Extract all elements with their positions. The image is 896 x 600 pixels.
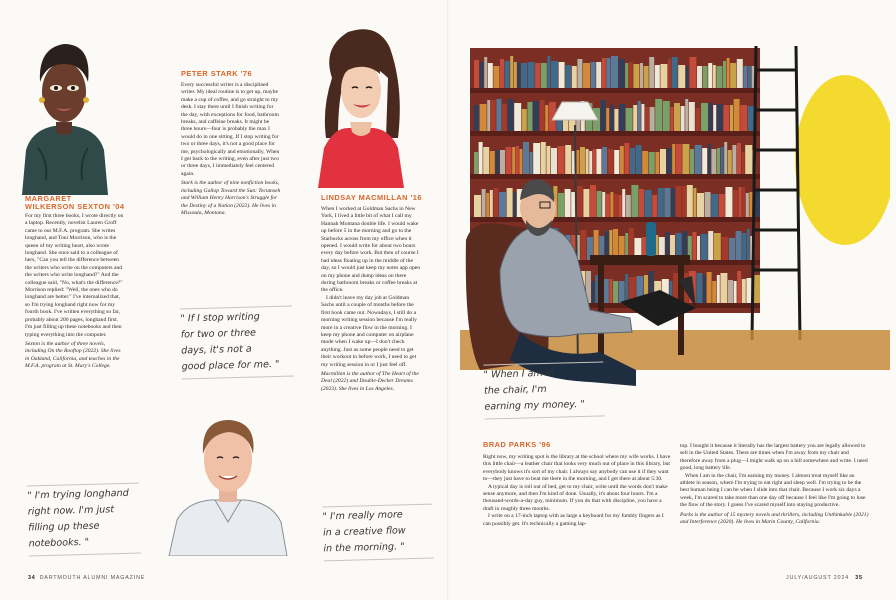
parks-body-2: A typical day is roll out of bed, get to my chair, write until the words don't make sense anymore, and then I'm kind of done. Usually, it's about four hours. I'm a thousand-words-a-day guy, minimum. If you do that with discipline, you have a draft in roughly three months. (483, 483, 668, 512)
sexton-bio: Sexton is the author of three novels, including On the Rooftop (2022). She lives in Oakland, California, and teaches in the M.F.A. program at St. Mary's College. (25, 340, 121, 370)
sexton-portrait (18, 30, 110, 195)
stark-bio: Stark is the author of nine nonfiction books, including Gallop Toward the Sun: Tecumseh and William Henry Harrison's Struggle for the Destiny of a Nation (2022). He lives in Missoula, Montana. (181, 180, 281, 216)
left-folio: 34 DARTMOUTH ALUMNI MAGAZINE (28, 575, 146, 581)
spread-gutter (447, 0, 449, 600)
parks-body-4: top. I bought it because it literally has the largest battery you are legally allowed to sell in the United States. There are times when I'm away from my chair and therefore away from a plug—I might walk up on a hill somewhere and write. I need good, long battery life. (680, 443, 868, 472)
right-folio: JULY/AUGUST 2024 35 (786, 575, 863, 581)
sexton-name: MARGARET WILKERSON SEXTON '04 (25, 194, 125, 212)
stark-body: Every successful writer is a disciplined writer. My ideal routine is to get up, maybe make a cup of coffee, and go straight to my desk. I stay there until I finish writing for the day, with exceptions for food, bathroom breaks, and caffeine breaks. It might be three hours—four is probably the max I would do in one sitting. If I stop writing for two or three days, it's not a good place for me, psychologically and emotionally. When I get back to the writing, even after just two or three days, I immediately feel centered again. (181, 82, 280, 177)
sexton-body: For my first three books, I wrote directly on a laptop. Recently, novelist Lauren Groff came to our M.F.A. program. She writes longhand, and Toni Morrison, who is the queen of my writing heart, also wrote longhand. She once said to a colleague of hers, "Can you tell the difference between the writers who write on the computers and the writers who write longhand?" And the colleague said, "No, what's the difference?" Morrison replied: "Well, the ones who do longhand are better." I've internalized that, so I'm trying longhand right now for my fourth book. I've written everything so far, probably about 200 pages, longhand first. I'm just filling up these notebooks and then typing everything into the computer. (25, 213, 124, 338)
macmillan-portrait (308, 18, 413, 188)
macmillan-quote: " I'm really more in a creative flow in the morning. " (322, 507, 433, 558)
sexton-quote: " I'm trying longhand right now. I'm just filling up these notebooks. " (27, 486, 141, 553)
sexton-column (25, 213, 125, 371)
parks-bio: Parks is the author of 15 mystery novels and thrillers, including Unthinkable (2021) and Interference (2020). He lives in Marin County, California. (680, 511, 869, 526)
macmillan-name: LINDSAY MACMILLAN '16 (321, 193, 422, 202)
parks-column-2 (680, 443, 870, 526)
macmillan-body-1: When I worked at Goldman Sachs in New York, I lived a little bit of what I call my Hannah Montana double life. I would wake up before 5 in the morning and go to the Starbucks across from my office when it opened. I would write for about two hours every day before work. But then of course I had ideas floating up in the middle of the day, so I would just keep my notes app open on my phone and dump ideas on there during bathroom breaks or coffee breaks at the office. (321, 206, 421, 294)
parks-body-5: When I am in the chair, I'm earning my money. I almost treat myself like an athlete in season, where I'm trying to eat right and sleep well. I'm trying to be the best human being I can be when I slide into that chair. Because I work six days a week, I'm scared to take more than one day off because I feel like I'm going to lose the flow of the story. I guess I've scared myself into staying productive. (680, 472, 866, 509)
stark-name: PETER STARK '76 (181, 69, 253, 78)
macmillan-column (321, 206, 421, 393)
parks-quote: " When I am in the chair, I'm earning my money. " (483, 364, 604, 415)
macmillan-bio: Macmillan is the author of The Heart of the Deal (2022) and Double-Decker Dreams (2023). She lives in Los Angeles. (321, 370, 419, 392)
stark-column (181, 82, 281, 217)
parks-body-3: I write on a 17-inch laptop with as large a keyboard for my fumbly fingers as I can possibly get. It's technically a gaming lap- (483, 513, 664, 527)
parks-name: BRAD PARKS '96 (483, 440, 551, 449)
stark-portrait (163, 398, 293, 556)
parks-body-1: Right now, my writing spot is the library at the school where my wife works. I have this little chair—a leather chair that looks very much out of place in this library, but everybody knows it's sort of my chair. I always say anybody can use it if they want to—they just have to beat me there in the morning, and I get there at about 5:30. (483, 454, 671, 483)
parks-column-1 (483, 454, 671, 528)
stark-quote: " If I stop writing for two or three days, it's not a good place for me. " (180, 309, 294, 376)
macmillan-body-2: I didn't leave my day job at Goldman Sachs until a couple of months before the first book came out. Nowadays, I still do a morning writing session because I'm really more in a creative flow in the morning. I keep my phone and computer on airplane mode when I wake up—I don't check anything. Just as some people need to get their workout in before work, I need to get my writing session in or I just feel off. (321, 294, 417, 368)
